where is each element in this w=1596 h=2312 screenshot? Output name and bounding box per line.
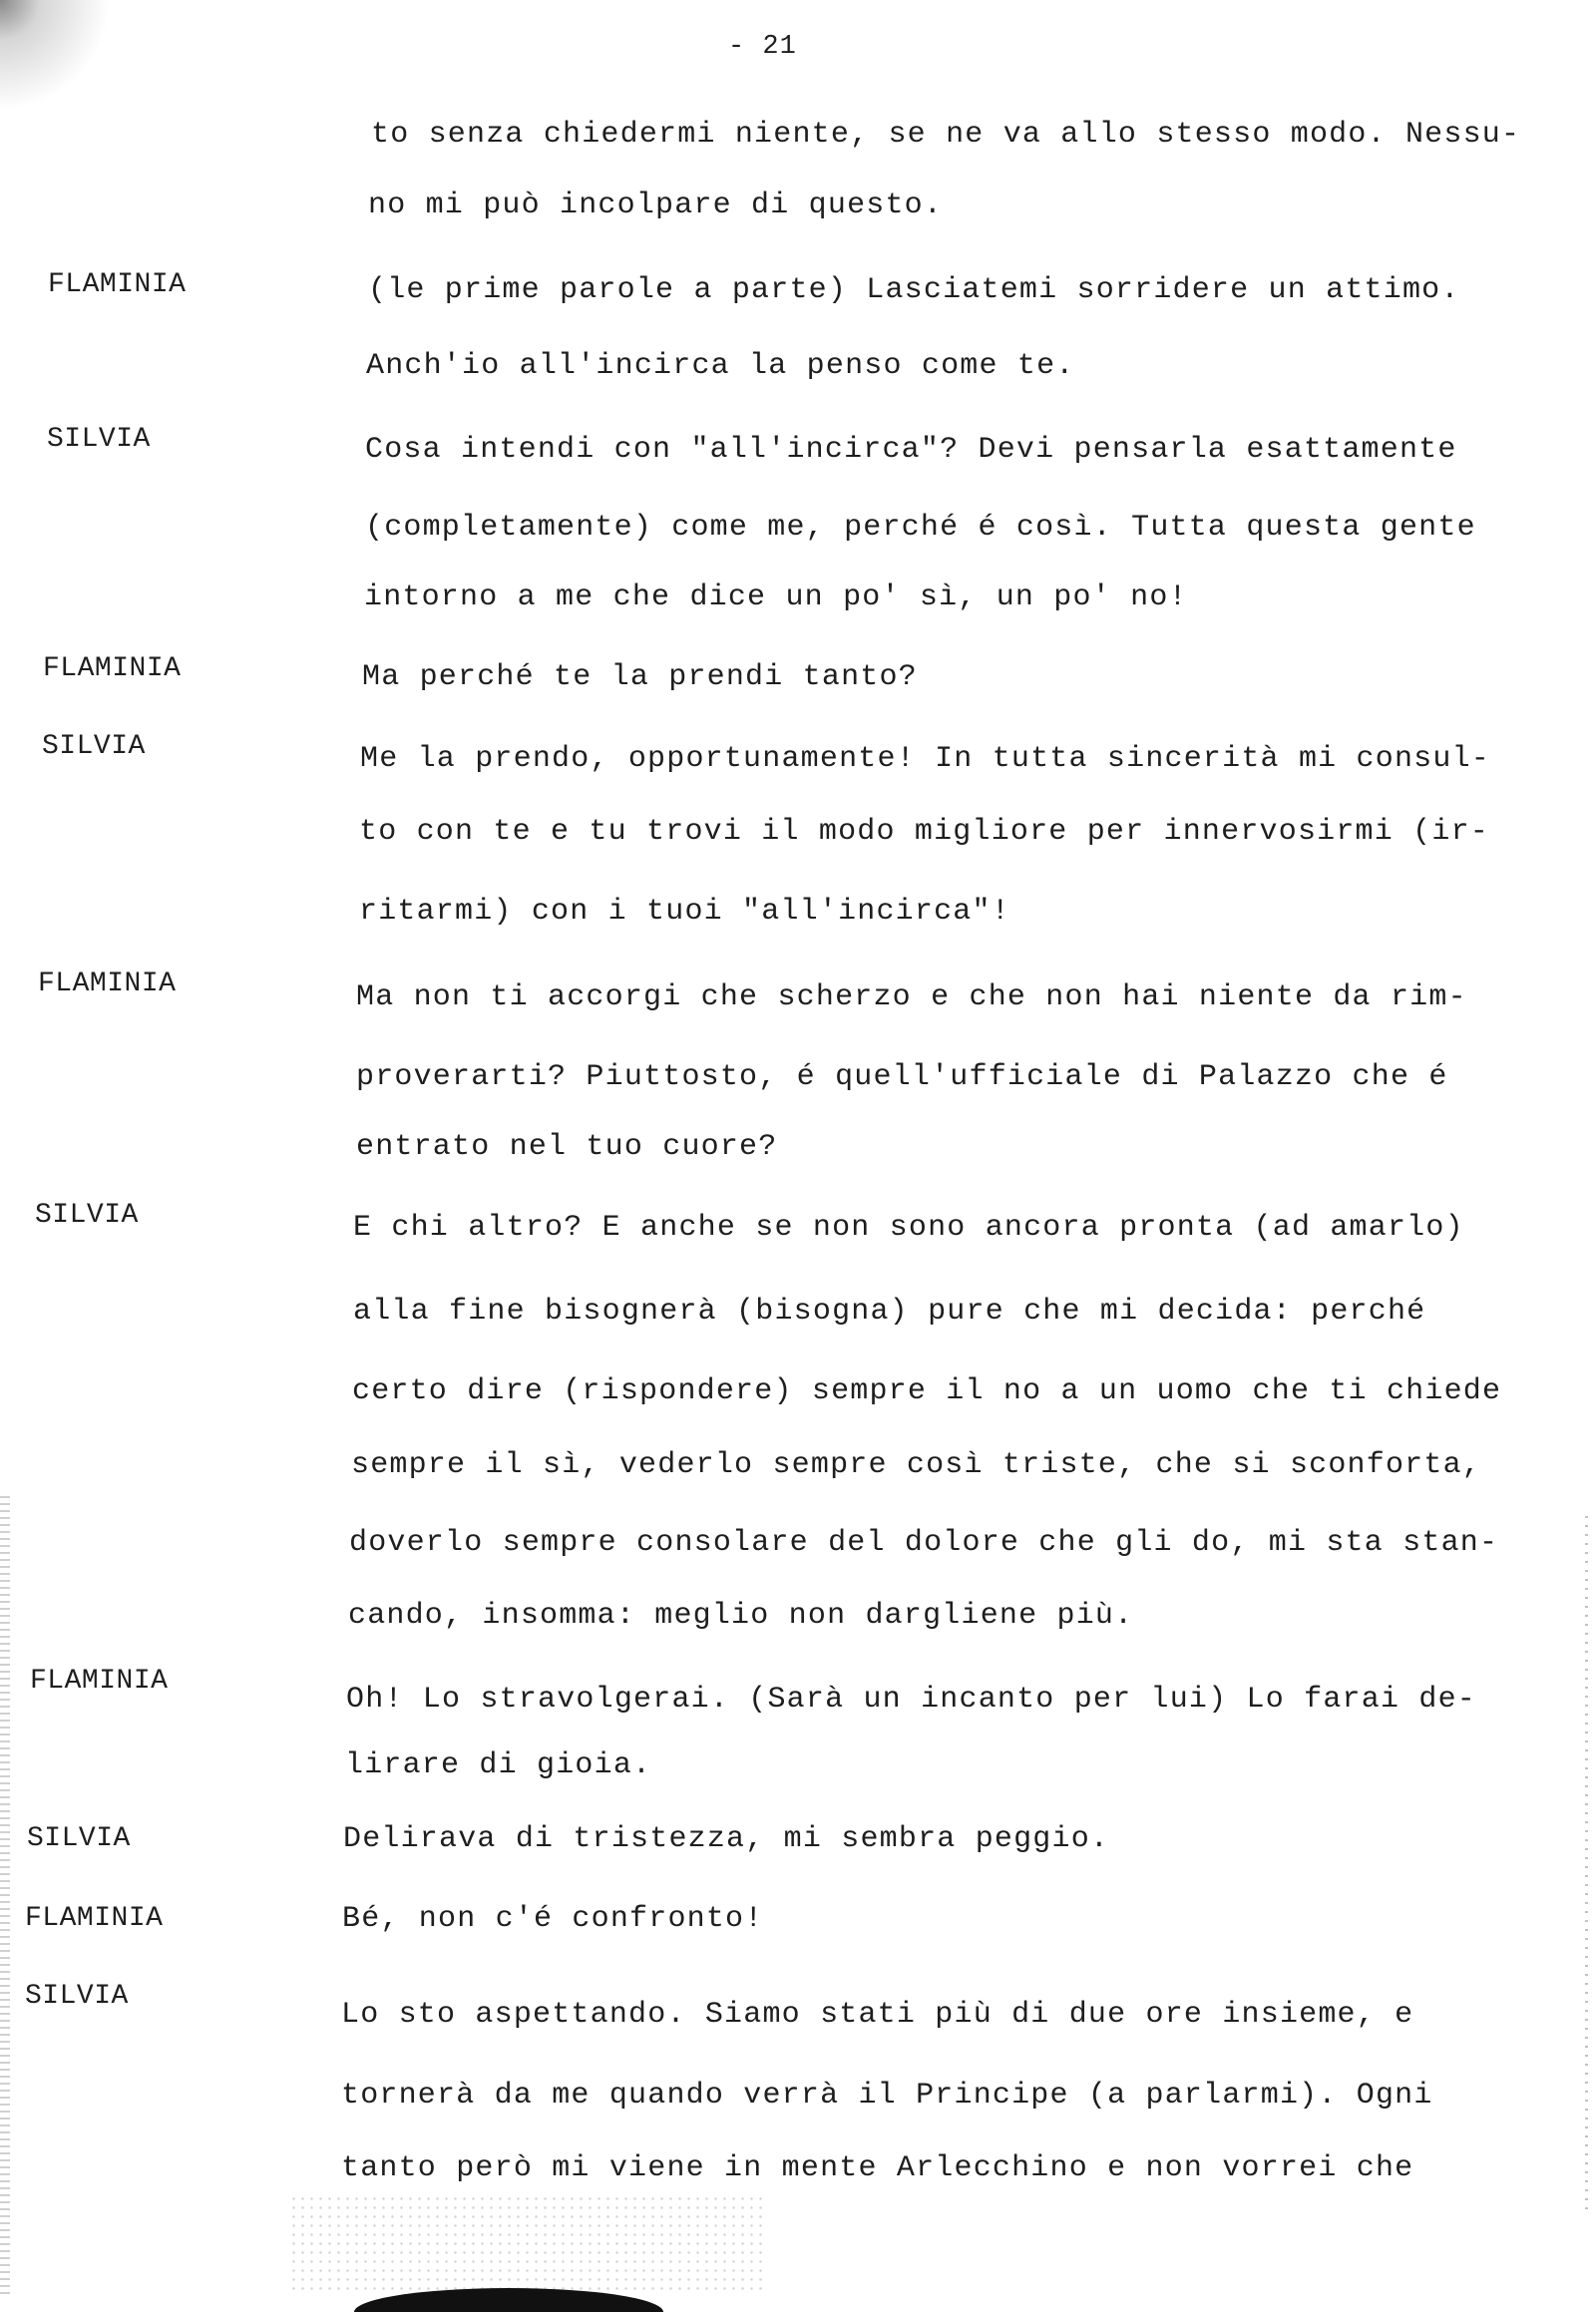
dialogue-line: Delirava di tristezza, mi sembra peggio. <box>343 1822 1110 1856</box>
dialogue-line: (completamente) come me, perché é così. Tutta questa gente <box>365 511 1476 545</box>
speaker-name: FLAMINIA <box>30 1666 169 1697</box>
dialogue-line: Lo sto aspettando. Siamo stati più di due ore insieme, e <box>341 1998 1414 2032</box>
speaker-name: SILVIA <box>35 1200 139 1231</box>
dialogue-line: sempre il sì, vederlo sempre così triste, che si sconforta, <box>351 1448 1481 1482</box>
scan-artifact-bottom-noise <box>289 2194 768 2294</box>
dialogue-line: (le prime parole a parte) Lasciatemi sorridere un attimo. <box>368 273 1460 307</box>
page-number: - 21 <box>728 32 797 62</box>
speaker-name: FLAMINIA <box>43 653 182 684</box>
dialogue-line: to con te e tu trovi il modo migliore per innervosirmi (ir- <box>359 815 1489 849</box>
speaker-name: SILVIA <box>42 731 146 762</box>
dialogue-line: E chi altro? E anche se non sono ancora pronta (ad amarlo) <box>353 1211 1464 1245</box>
dialogue-line: certo dire (rispondere) sempre il no a un uomo che ti chiede <box>352 1374 1502 1408</box>
dialogue-line: tornerà da me quando verrà il Principe (a parlarmi). Ogni <box>341 2079 1433 2113</box>
dialogue-line: Me la prendo, opportunamente! In tutta sincerità mi consul- <box>360 742 1490 776</box>
dialogue-line: Bé, non c'é confronto! <box>342 1902 764 1936</box>
dialogue-line: proverarti? Piuttosto, é quell'ufficiale di Palazzo che é <box>356 1060 1448 1094</box>
scan-artifact-corner <box>0 0 140 110</box>
dialogue-line: lirare di gioia. <box>345 1748 652 1782</box>
scan-artifact-right-edge <box>1585 1516 1588 2214</box>
speaker-name: FLAMINIA <box>48 269 187 300</box>
dialogue-line: Ma non ti accorgi che scherzo e che non hai niente da rim- <box>356 980 1467 1014</box>
dialogue-line: entrato nel tuo cuore? <box>356 1130 778 1164</box>
speaker-name: SILVIA <box>25 1981 129 2012</box>
speaker-name: FLAMINIA <box>38 968 177 999</box>
dialogue-line: Oh! Lo stravolgerai. (Sarà un incanto per lui) Lo farai de- <box>346 1683 1476 1717</box>
speaker-name: SILVIA <box>27 1823 131 1854</box>
dialogue-line: to senza chiedermi niente, se ne va allo stesso modo. Nessu- <box>371 118 1521 152</box>
dialogue-line: no mi può incolpare di questo. <box>368 189 944 222</box>
dialogue-line: Anch'io all'incirca la penso come te. <box>366 349 1075 383</box>
dialogue-line: Cosa intendi con "all'incirca"? Devi pensarla esattamente <box>365 433 1457 467</box>
dialogue-line: tanto però mi viene in mente Arlecchino e non vorrei che <box>341 2151 1414 2185</box>
dialogue-line: intorno a me che dice un po' sì, un po' no! <box>364 580 1188 614</box>
speaker-name: SILVIA <box>47 424 151 455</box>
dialogue-line: Ma perché te la prendi tanto? <box>362 660 918 694</box>
speaker-name: FLAMINIA <box>25 1903 164 1934</box>
dialogue-line: alla fine bisognerà (bisogna) pure che mi decida: perché <box>353 1295 1426 1329</box>
dialogue-line: doverlo sempre consolare del dolore che gli do, mi sta stan- <box>349 1526 1499 1560</box>
dialogue-line: ritarmi) con i tuoi "all'incirca"! <box>359 895 1010 929</box>
scan-artifact-left-edge <box>0 1496 10 2298</box>
dialogue-line: cando, insomma: meglio non dargliene più. <box>348 1599 1134 1633</box>
